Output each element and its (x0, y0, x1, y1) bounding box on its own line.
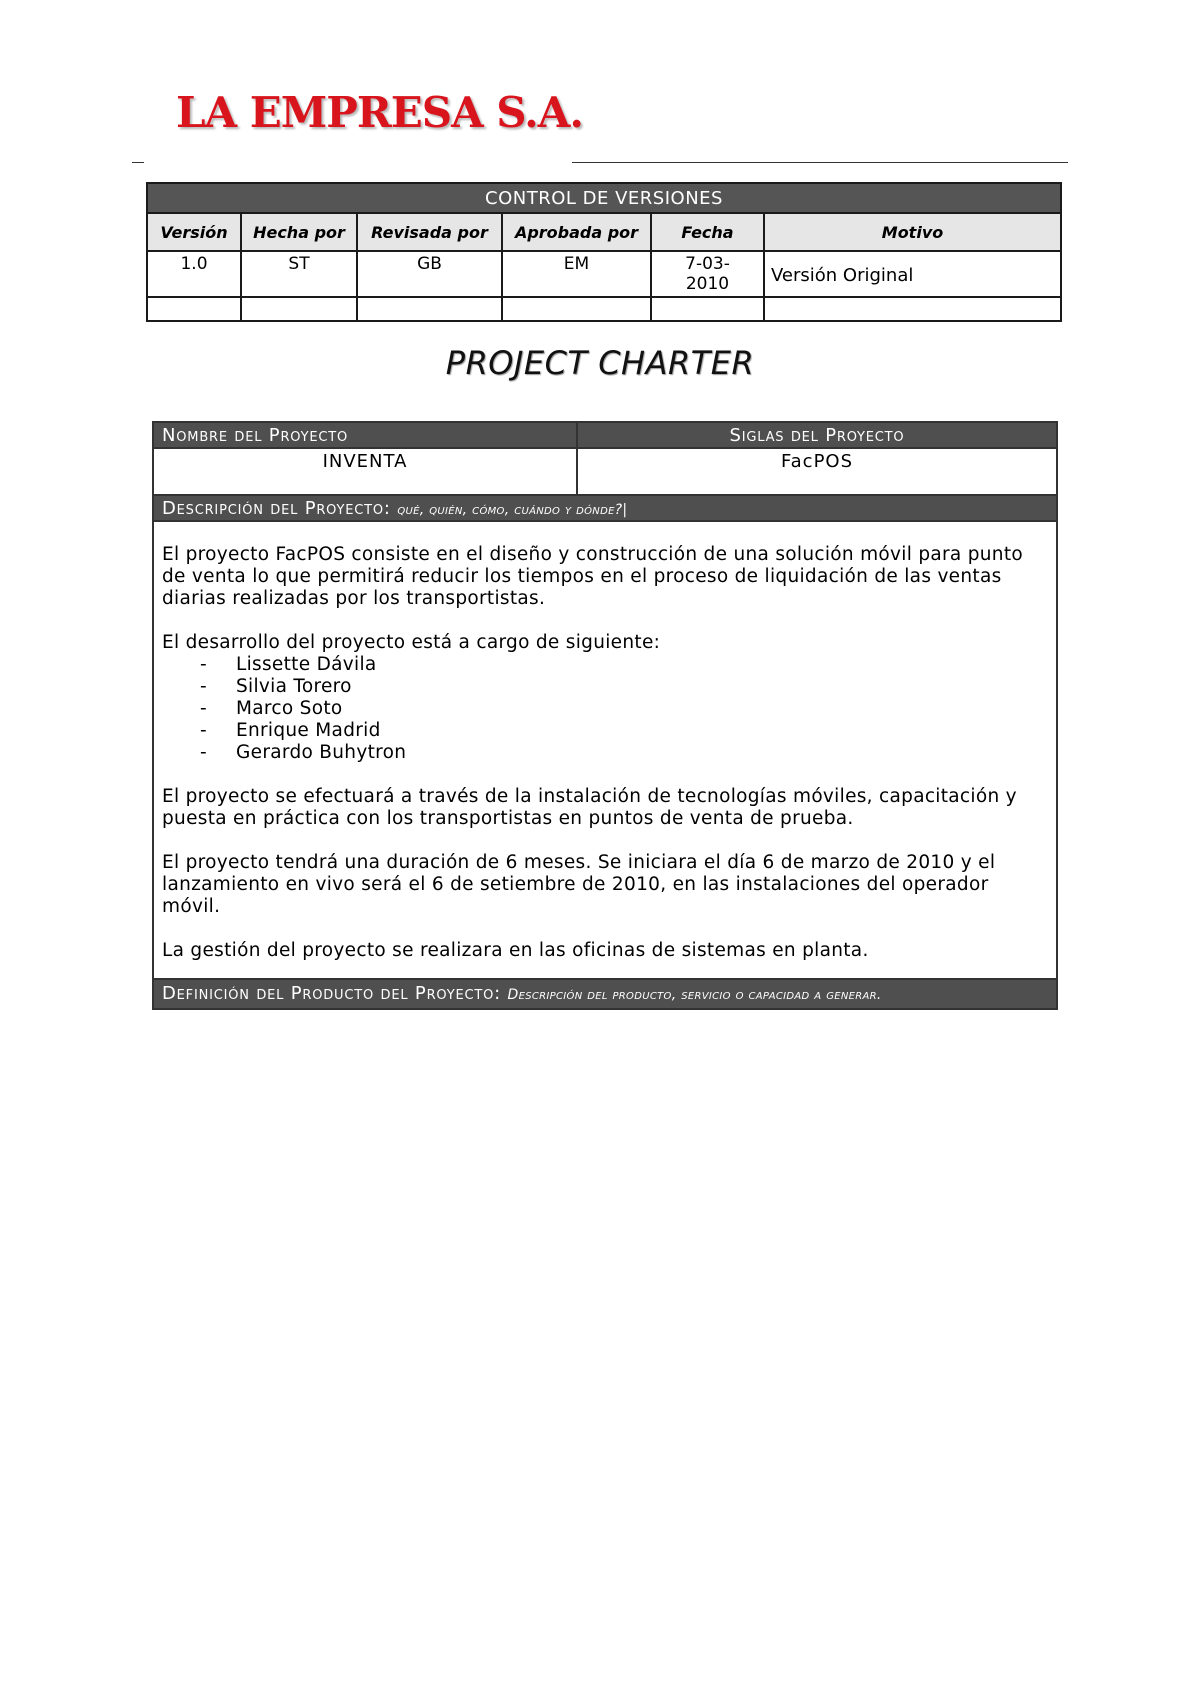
column-header-fecha: Fecha (651, 213, 764, 251)
version-table-title: CONTROL DE VERSIONES (147, 183, 1061, 213)
company-logo: LA EMPRESA S.A. (176, 88, 583, 137)
bullet-dash: - (200, 654, 207, 675)
table-row (147, 251, 1061, 297)
description-paragraph-1: El proyecto FacPOS consiste en el diseño y construcción de una solución móvil para punto de venta lo que permitirá reducir los tiempos en el proceso de liquidación de las ventas diarias realizadas por los transportistas. (162, 544, 1024, 609)
cell-hecha-por: ST (241, 251, 357, 297)
cell-motivo: Versión Original (764, 251, 1061, 297)
column-header-hecha-por: Hecha por (241, 213, 357, 251)
project-name-label: Nombre del Proyecto (153, 422, 577, 448)
empty-cell (357, 297, 502, 321)
column-header-aprobada-por: Aprobada por (502, 213, 651, 251)
column-header-version: Versión (147, 213, 241, 251)
cell-aprobada-por: EM (502, 251, 651, 297)
empty-cell (502, 297, 651, 321)
project-acronym-value: FacPOS (577, 448, 1057, 495)
team-member: Silvia Torero (236, 676, 352, 697)
list-item (200, 742, 1048, 764)
empty-cell (651, 297, 764, 321)
description-hint: qué, quién, cómo, cuándo y dónde?| (397, 501, 628, 518)
empty-cell (764, 297, 1061, 321)
project-charter-table (152, 421, 1058, 1010)
fecha-line-2: 2010 (685, 274, 730, 294)
cell-fecha (651, 251, 764, 297)
description-label: Descripción del Proyecto: (162, 497, 391, 519)
column-header-motivo: Motivo (764, 213, 1061, 251)
cell-revisada-por: GB (357, 251, 502, 297)
project-acronym-label: Siglas del Proyecto (577, 422, 1057, 448)
list-item (200, 654, 1048, 676)
list-item (200, 698, 1048, 720)
fecha-line-1: 7-03- (685, 254, 730, 274)
description-header (153, 495, 1057, 521)
project-name-value: INVENTA (153, 448, 577, 495)
bullet-dash: - (200, 676, 207, 697)
list-item (200, 720, 1048, 742)
list-item (200, 676, 1048, 698)
header-rule-right (572, 162, 1068, 163)
description-paragraph-3: El proyecto se efectuará a través de la instalación de tecnologías móviles, capacitación y puesta en práctica con los transportistas en puntos de venta de prueba. (162, 786, 1017, 829)
empty-cell (241, 297, 357, 321)
team-member: Lissette Dávila (236, 654, 377, 675)
description-body (153, 521, 1057, 979)
version-control-table (146, 182, 1062, 322)
description-paragraph-2: El desarrollo del proyecto está a cargo de siguiente: (162, 632, 661, 653)
bullet-dash: - (200, 720, 207, 741)
table-row-empty (147, 297, 1061, 321)
definition-header (153, 979, 1057, 1009)
bullet-dash: - (200, 698, 207, 719)
definition-label: Definición del Producto del Proyecto: (162, 982, 502, 1004)
team-member: Gerardo Buhytron (236, 742, 407, 763)
description-paragraph-4: El proyecto tendrá una duración de 6 meses. Se iniciara el día 6 de marzo de 2010 y el lanzamiento en vivo será el 6 de setiembre de 2010, en las instalaciones del operador móvil. (162, 852, 996, 917)
description-paragraph-5: La gestión del proyecto se realizara en las oficinas de sistemas en planta. (162, 940, 869, 961)
document-title: PROJECT CHARTER (445, 344, 755, 382)
bullet-dash: - (200, 742, 207, 763)
header-rule-left (132, 162, 144, 163)
empty-cell (147, 297, 241, 321)
cell-version: 1.0 (147, 251, 241, 297)
team-member: Marco Soto (236, 698, 343, 719)
column-header-revisada-por: Revisada por (357, 213, 502, 251)
team-member: Enrique Madrid (236, 720, 381, 741)
definition-hint: Descripción del producto, servicio o capacidad a generar. (507, 986, 882, 1003)
team-list (162, 654, 1048, 764)
